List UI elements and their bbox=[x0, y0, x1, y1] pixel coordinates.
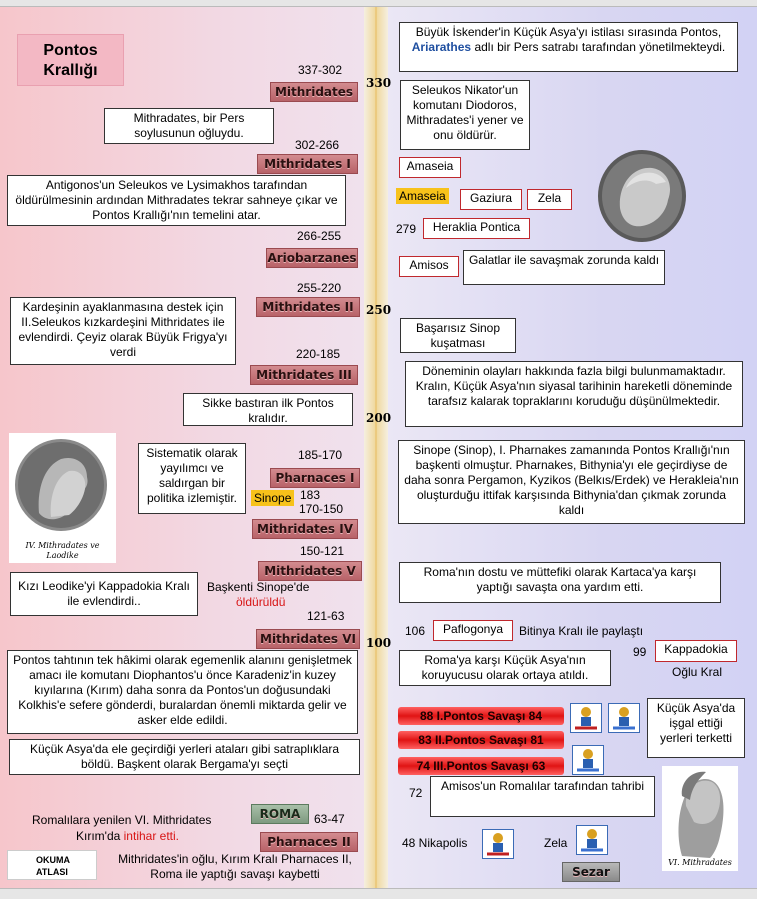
soldier-icon bbox=[576, 825, 608, 855]
note-box: Seleukos Nikator'un komutanı Diodoros, Mithradates'i yener ve onu öldürür. bbox=[400, 80, 530, 150]
timeline-axis bbox=[364, 0, 388, 898]
king-years: 63-47 bbox=[314, 812, 345, 826]
sinope-highlight: Sinope bbox=[251, 490, 294, 506]
note-text: Romalılara yenilen VI. Mithridates bbox=[32, 813, 212, 827]
year-label: 72 bbox=[409, 786, 423, 800]
soldier-icon bbox=[570, 703, 602, 733]
king-badge: Mithridates V bbox=[258, 561, 362, 581]
king-badge: Mithridates IV bbox=[252, 519, 358, 539]
king-badge: Mithridates I bbox=[257, 154, 358, 174]
place-label: Zela bbox=[544, 836, 568, 850]
note-box: Antigonos'un Seleukos ve Lysimakhos tarafından öldürülmesinin ardından Mithradates tekrar sahneye çıkar ve Pontos Krallığı'nın temelini atar. bbox=[7, 175, 346, 226]
note-box: Amisos'un Romalılar tarafından tahribi bbox=[430, 776, 655, 817]
king-badge: Mithridates III bbox=[250, 365, 358, 385]
note-text: Bitinya Kralı ile paylaştı bbox=[519, 624, 644, 638]
roma-badge: ROMA bbox=[251, 804, 309, 824]
note-box: Mithradates, bir Pers soylusunun oğluydu. bbox=[104, 108, 274, 144]
king-years: 170-150 bbox=[299, 502, 344, 516]
king-years: 150-121 bbox=[300, 544, 345, 558]
place-box: Gaziura bbox=[460, 189, 522, 210]
coin-caption: IV. Mithradates ve Laodike bbox=[25, 541, 100, 560]
soldier-icon bbox=[608, 703, 640, 733]
king-badge: Mithridates VI bbox=[256, 629, 360, 649]
sinope-year: 183 bbox=[300, 488, 321, 502]
note-box: Döneminin olayları hakkında fazla bilgi bulunmamaktadır. Kralın, Küçük Asya'nın siyasal tarihinin hareketli döneminde tarafsız kalarak topraklarını koruduğu düşünülmektedir. bbox=[405, 361, 743, 427]
top-rule bbox=[0, 0, 757, 7]
year-label: 279 bbox=[396, 222, 417, 236]
note-box: Büyük İskender'in Küçük Asya'yı istilası sırasında Pontos, Ariarathes adlı bir Pers satrabı tarafından yönetilmekteydi. bbox=[399, 22, 738, 72]
note-box: Roma'ya karşı Küçük Asya'nın koruyucusu olarak ortaya atıldı. bbox=[399, 650, 611, 686]
amaseia-highlight: Amaseia bbox=[396, 188, 449, 204]
king-years: 266-255 bbox=[297, 229, 342, 243]
place-box: Kappadokia bbox=[655, 640, 737, 662]
axis-tick-250: 250 bbox=[366, 303, 392, 317]
king-years: 302-266 bbox=[295, 138, 340, 152]
year-label: 106 bbox=[405, 624, 426, 638]
note-box: Küçük Asya'da ele geçirdiği yerleri ataları gibi satraplıklara böldü. Başkent olarak Bergama'yı seçti bbox=[9, 739, 360, 775]
note-box: Pontos tahtının tek hâkimi olarak egemenlik alanını genişletmek amacı ile komutanı Diophantos'u önce Karadeniz'in kuzey kıyılarına (Kırım) daha sonra da Pontos'un doğusundaki Kolkhis'e sefere gönderdi, buralardan önemli miktarda gelir ve asker elde edildi. bbox=[7, 650, 358, 734]
coin-image bbox=[9, 433, 116, 563]
coin-image bbox=[9, 433, 114, 545]
note-text: Başkenti Sinope'de bbox=[207, 580, 310, 594]
note-text: Kırım'da intihar etti. bbox=[76, 829, 179, 843]
note-box: Başarısız Sinop kuşatması bbox=[400, 318, 516, 353]
place-box: Heraklia Pontica bbox=[423, 218, 530, 239]
king-badge: Ariobarzanes bbox=[266, 248, 358, 268]
king-years: 121-63 bbox=[307, 609, 345, 623]
king-badge: Pharnaces I bbox=[270, 468, 360, 488]
note-text: Oğlu Kral bbox=[672, 665, 723, 679]
sezar-badge: Sezar bbox=[562, 862, 620, 882]
soldier-icon bbox=[482, 829, 514, 859]
bottom-rule bbox=[0, 888, 757, 899]
war-bar: 74 III.Pontos Savaşı 63 bbox=[398, 757, 564, 775]
king-years: 337-302 bbox=[298, 63, 343, 77]
coin-image bbox=[596, 148, 688, 244]
place-box: Paflogonya bbox=[433, 620, 513, 641]
place-label: 48 Nikapolis bbox=[402, 836, 468, 850]
war-bar: 88 I.Pontos Savaşı 84 bbox=[398, 707, 564, 725]
bust-caption: VI. Mithradates bbox=[668, 858, 732, 867]
note-box: Kızı Leodike'yi Kappadokia Kralı ile evlendirdi.. bbox=[10, 572, 198, 616]
king-years: 185-170 bbox=[298, 448, 343, 462]
king-badge: Mithridates II bbox=[256, 297, 360, 317]
note-box: Galatlar ile savaşmak zorunda kaldı bbox=[463, 250, 665, 285]
logo: OKUMA ATLASI bbox=[7, 850, 97, 880]
place-box: Zela bbox=[527, 189, 572, 210]
soldier-icon bbox=[572, 745, 604, 775]
note-text: Mithridates'in oğlu, Kırım Kralı Pharnaces II, Roma ile yaptığı savaşı kaybetti bbox=[118, 852, 352, 881]
note-box: Sikke bastıran ilk Pontos kralıdır. bbox=[183, 393, 353, 426]
place-box: Amisos bbox=[399, 256, 459, 277]
note-box: Küçük Asya'da işgal ettiği yerleri terketti bbox=[647, 698, 745, 758]
note-box: Sistematik olarak yayılımcı ve saldırgan bir politika izlemiştir. bbox=[138, 443, 246, 514]
note-box: Sinope (Sinop), I. Pharnakes zamanında Pontos Krallığı'nın başkenti olmuştur. Pharnakes, Bithynia'yı ele geçirdiyse de daha sonra Pergamon, Kyzikos (Belkıs/Erdek) ve Herakleia'nın oluşturduğu ittifak karşısında Bithynia'dan çıkmak zorunda kaldı bbox=[398, 440, 745, 524]
note-box: Kardeşinin ayaklanmasına destek için II.Seleukos kızkardeşini Mithridates ile evlendirdi. Çeyiz olarak Büyük Frigya'yı verdi bbox=[10, 297, 236, 365]
king-badge: Pharnaces II bbox=[260, 832, 358, 852]
year-label: 99 bbox=[633, 645, 647, 659]
king-years: 220-185 bbox=[296, 347, 341, 361]
page-title: Pontos Krallığı bbox=[17, 34, 124, 86]
axis-tick-200: 200 bbox=[366, 411, 392, 425]
king-badge: Mithridates bbox=[270, 82, 358, 102]
axis-tick-330: 330 bbox=[366, 76, 392, 90]
axis-tick-100: 100 bbox=[366, 636, 392, 650]
war-bar: 83 II.Pontos Savaşı 81 bbox=[398, 731, 564, 749]
bust-image bbox=[662, 766, 738, 871]
king-years: 255-220 bbox=[297, 281, 342, 295]
note-box: Roma'nın dostu ve müttefiki olarak Kartaca'ya karşı yaptığı savaşta ona yardım etti. bbox=[399, 562, 721, 603]
note-text-red: öldürüldü bbox=[236, 595, 286, 609]
place-box: Amaseia bbox=[399, 157, 461, 178]
